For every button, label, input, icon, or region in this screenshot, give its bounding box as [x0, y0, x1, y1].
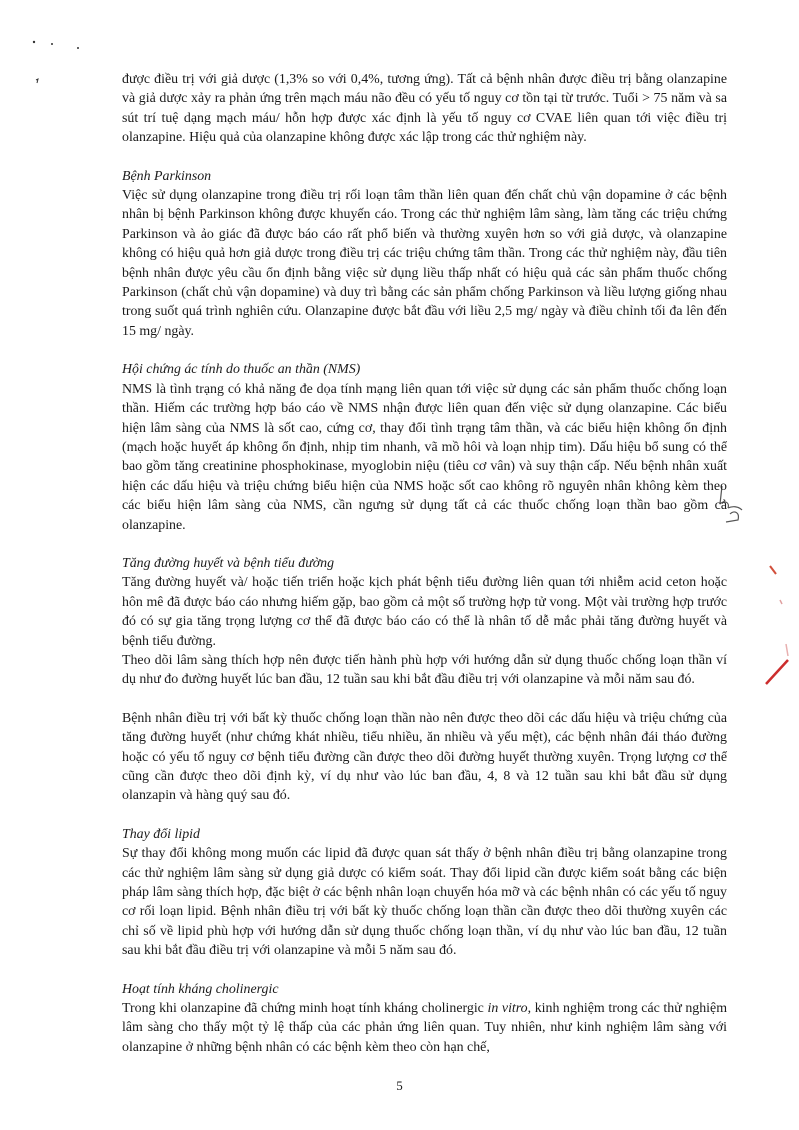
paragraph-lipid: Sự thay đổi không mong muốn các lipid đã được quan sát thấy ở bệnh nhân điều trị bằng olanzapine trong các thử nghiệm lâm sàng sử dụng giả dược có kiểm soát. Thay đổi lipid cần được kiểm soát bằng các biện pháp lâm sàng thích hợp, đặc biệt ở các bệnh nhân loạn chuyển hóa mỡ và các bệnh nhân có các yếu tố nguy cơ rối loạn lipid. Bệnh nhân điều trị với bất kỳ thuốc chống loạn thần cần được theo dõi thường xuyên các chỉ số về lipid phù hợp với hướng dẫn sử dụng thuốc chống loạn thần, ví dụ như vào lúc ban đầu, 12 tuần sau khi bắt đầu điều trị với olanzapine và mỗi 5 năm sau đó. — [122, 846, 727, 959]
in-vitro-term: in vitro — [487, 1001, 528, 1017]
paragraph-anticholinergic-part2: , kinh nghiệm trong các thử nghiệm lâm sàng cho thấy một tỷ lệ thấp của các phản ứng liên quan. Tuy nhiên, như kinh nghiệm lâm sàng với olanzapine ở những bệnh nhân có các bệnh kèm theo còn hạn chế, — [122, 1001, 728, 1055]
document-page — [122, 70, 727, 1057]
paragraph-anticholinergic — [122, 999, 727, 1057]
page-number: 5 — [396, 1078, 403, 1093]
paragraph-hyperglycemia-2: Theo dõi lâm sàng thích hợp nên được tiến hành phù hợp với hướng dẫn sử dụng thuốc chống loạn thần ví dụ như đo đường huyết lúc ban đầu, 12 tuần sau khi bắt đầu điều trị với olanzapine và mỗi năm sau đó. — [122, 652, 727, 688]
paragraph-hyperglycemia-3: Bệnh nhân điều trị với bất kỳ thuốc chống loạn thần nào nên được theo dõi các dấu hiệu và triệu chứng của tăng đường huyết (như chứng khát nhiều, tiểu nhiều, ăn nhiều và yếu mệt), các bệnh nhân đái tháo đường hoặc có yếu tố nguy cơ bệnh tiểu đường cần được theo dõi đường huyết thường xuyên. Trọng lượng cơ thể cũng cần được theo dõi định kỳ, ví dụ như vào lúc ban đầu, 4, 8 và 12 tuần sau khi bắt đầu sử dụng olanzapin và hàng quý sau đó. — [122, 710, 727, 804]
heading-hyperglycemia: Tăng đường huyết và bệnh tiểu đường — [122, 555, 335, 571]
heading-anticholinergic: Hoạt tính kháng cholinergic — [122, 981, 279, 997]
heading-parkinson: Bệnh Parkinson — [122, 168, 212, 184]
paragraph-cvae: được điều trị với giả dược (1,3% so với 0,4%, tương ứng). Tất cả bệnh nhân được điều trị bằng olanzapine và giả dược xảy ra phản ứng trên mạch máu não đều có yếu tố nguy cơ tồn tại từ trước. Tuổi > 75 năm và sa sút trí tuệ dạng mạch máu/ hỗn hợp được xác định là yếu tố nguy cơ CVAE liên quan tới việc điều trị olanzapine. Hiệu quả của olanzapine không được xác lập trong các thử nghiệm này. — [122, 72, 727, 146]
heading-lipid: Thay đổi lipid — [122, 826, 200, 842]
paragraph-hyperglycemia-1: Tăng đường huyết và/ hoặc tiến triển hoặc kịch phát bệnh tiểu đường liên quan tới nhiễm acid ceton hoặc hôn mê đã được báo cáo nhưng hiếm gặp, bao gồm cả một số trường hợp tử vong. Một vài trường hợp trước đó có sự gia tăng trọng lượng cơ thể đã được báo cáo có thể là nhân tố dễ mắc phải tăng đường huyết và bệnh tiểu đường. — [122, 575, 727, 649]
red-margin-marks — [758, 560, 798, 690]
scan-specks — [30, 36, 90, 96]
paragraph-nms: NMS là tình trạng có khả năng đe dọa tính mạng liên quan tới việc sử dụng các sản phẩm thuốc chống loạn thần. Hiếm các trường hợp báo cáo về NMS nhận được liên quan đến việc sử dụng olanzapine. Các biểu hiện lâm sàng của NMS là sốt cao, cứng cơ, thay đổi tình trạng tâm thần, và các biểu hiện không ổn định (mạch hoặc huyết áp không ổn định, nhịp tim nhanh, vã mồ hôi và loạn nhịp tim). Dấu hiệu bổ sung có thể bao gồm tăng creatinine phosphokinase, myoglobin niệu (tiêu cơ vân) và suy thận cấp. Nếu bệnh nhân xuất hiện các dấu hiệu và triệu chứng biểu hiện của NMS hoặc sốt cao không rõ nguyên nhân không kèm theo các biểu hiện lâm sàng của NMS, cần ngưng sử dụng tất cả các thuốc chống loạn thần bao gồm cả olanzapine. — [122, 381, 727, 533]
paragraph-anticholinergic-part1: Trong khi olanzapine đã chứng minh hoạt tính kháng cholinergic — [122, 1001, 488, 1017]
paragraph-parkinson: Việc sử dụng olanzapine trong điều trị rối loạn tâm thần liên quan đến chất chủ vận dopamine ở các bệnh nhân bị bệnh Parkinson không được khuyến cáo. Trong các thử nghiệm lâm sàng, làm tăng các triệu chứng Parkinson và ảo giác đã được báo cáo rất phổ biến và thường xuyên hơn so với giả dược, và olanzapine không có hiệu quả hơn giả dược trong điều trị các triệu chứng tâm thần. Trong các thử nghiệm này, đầu tiên bệnh nhân được yêu cầu ổn định bằng việc sử dụng liều thấp nhất có hiệu quả các sản phẩm thuốc chống Parkinson (chất chủ vận dopamine) và duy trì bằng các sản phẩm chống Parkinson và liều lượng giống nhau trong suốt quá trình nghiên cứu. Olanzapine được bắt đầu với liều 2,5 mg/ ngày và điều chỉnh tối đa lên đến 15 mg/ ngày. — [122, 188, 727, 339]
heading-nms: Hội chứng ác tính do thuốc an thần (NMS) — [122, 362, 361, 378]
